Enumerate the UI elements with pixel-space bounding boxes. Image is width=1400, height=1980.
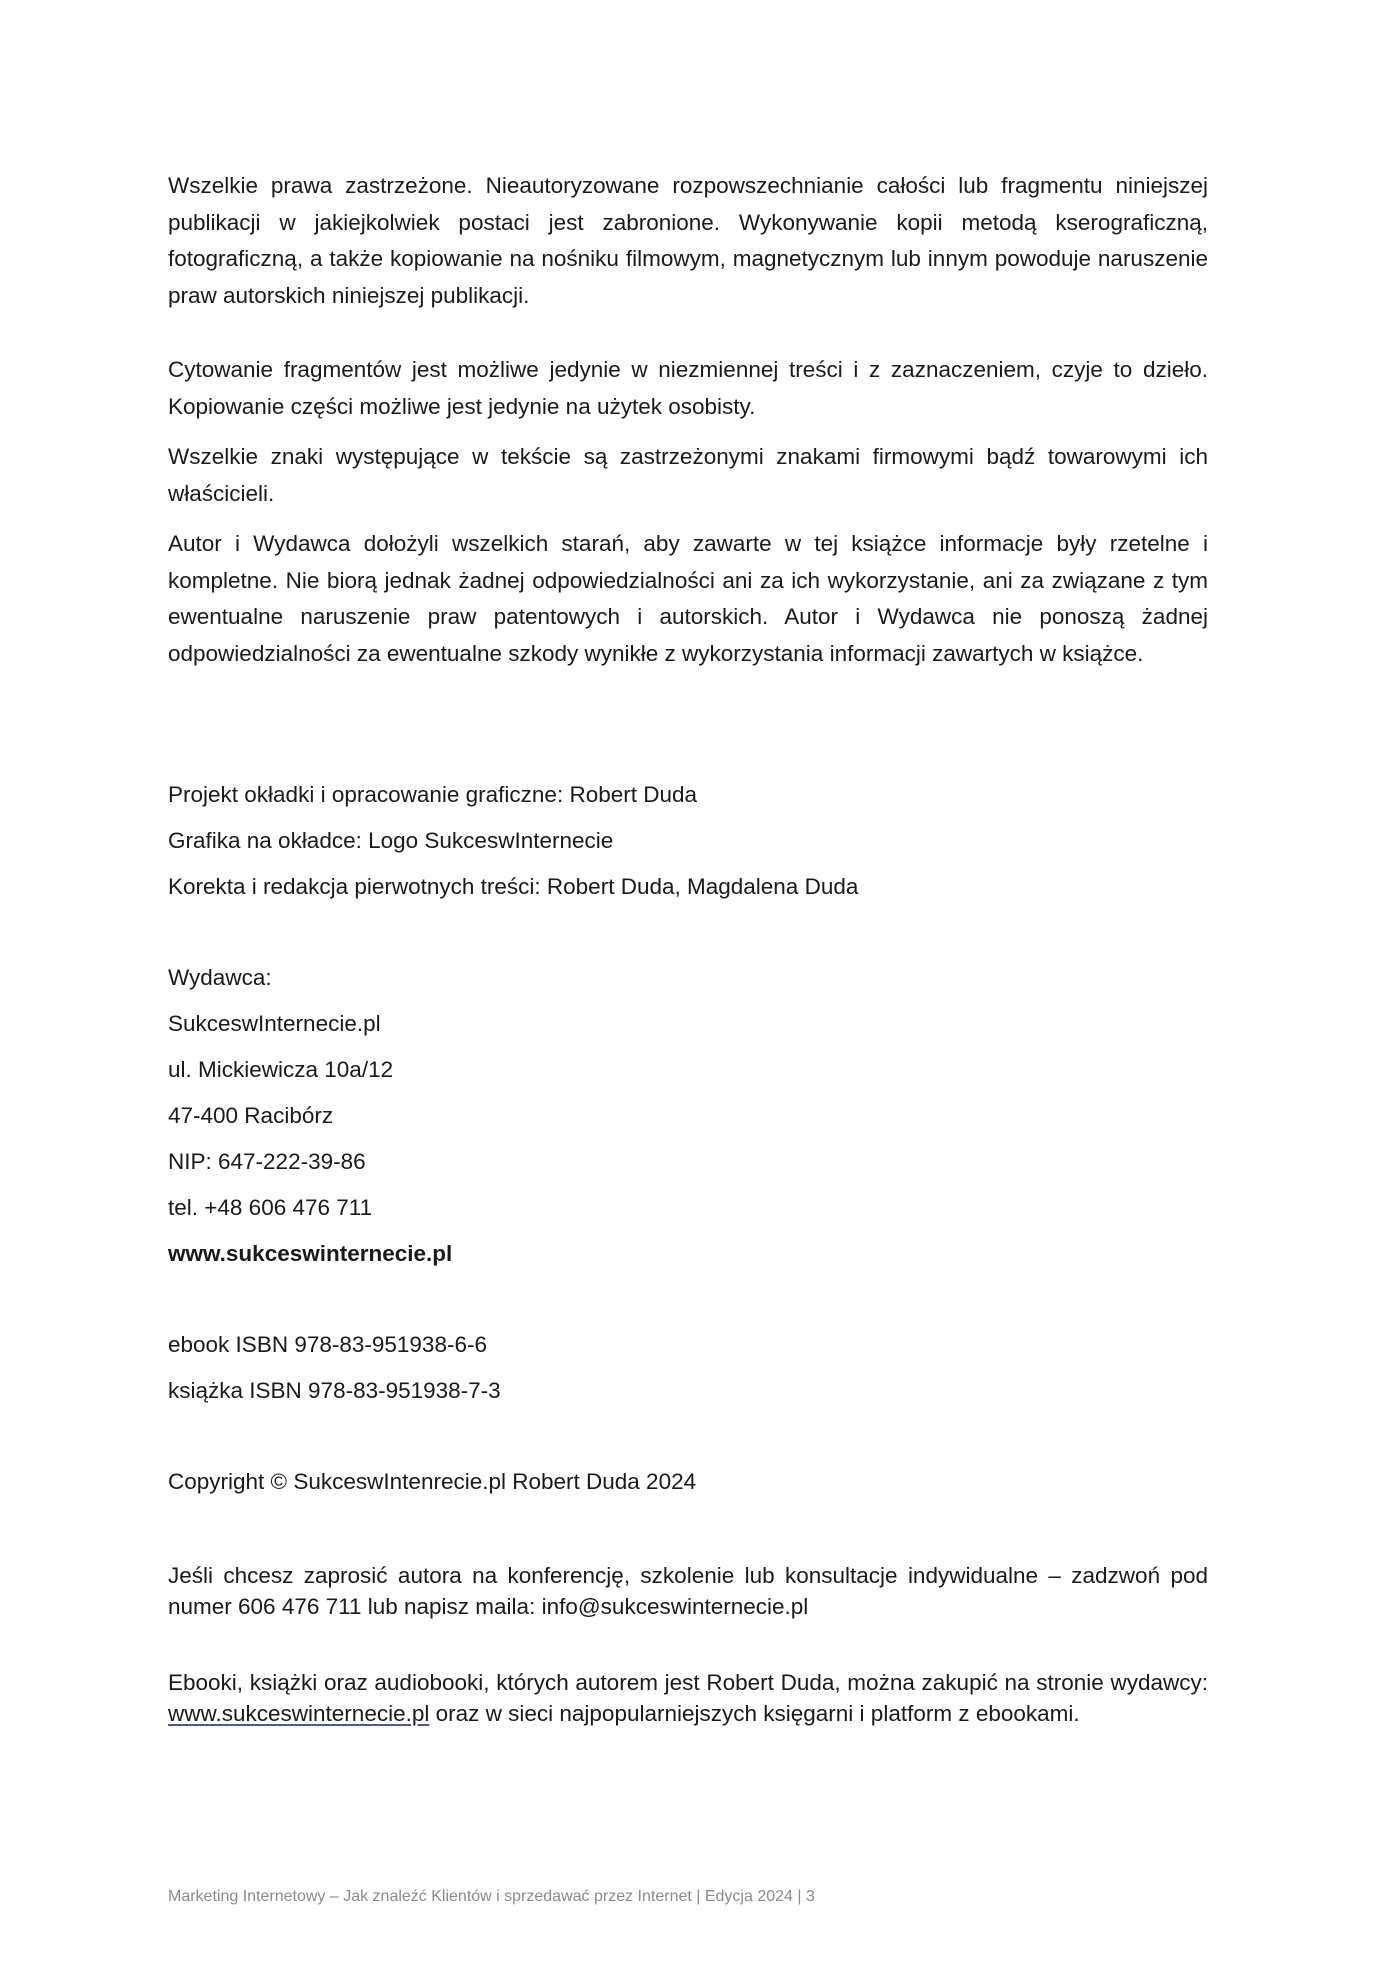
page-footer: Marketing Internetowy – Jak znaleźć Klientów i sprzedawać przez Internet | Edycja 2024 | 3 — [168, 1888, 815, 1905]
publisher-website-link[interactable]: www.sukceswinternecie.pl — [168, 1701, 430, 1726]
cover-graphic-credit: Grafika na okładce: Logo SukceswInternecie — [168, 828, 614, 853]
ebooks-text-after: oraz w sieci najpopularniejszych księgarni i platform z ebookami. — [429, 1701, 1080, 1726]
publisher-phone: tel. +48 606 476 711 — [168, 1195, 373, 1220]
ebooks-paragraph — [168, 1667, 1208, 1729]
ebooks-text-before: Ebooki, książki oraz audiobooki, których autorem jest Robert Duda, można zakupić na stronie wydawcy: — [168, 1670, 1208, 1695]
liability-paragraph: Autor i Wydawca dołożyli wszelkich starań, aby zawarte w tej książce informacje były rzetelne i kompletne. Nie biorą jednak żadnej odpowiedzialności ani za ich wykorzystanie, ani za związane z tym ewentualne naruszenie praw patentowych i autorskich. Autor i Wydawca nie ponoszą żadnej odpowiedzialności za ewentualne szkody wynikłe z wykorzystania informacji zawartych w książce. — [168, 531, 1208, 666]
citation-paragraph: Cytowanie fragmentów jest możliwe jedynie w niezmiennej treści i z zaznaczeniem, czyje to dzieło. Kopiowanie części możliwe jest jedynie na użytek osobisty. — [168, 357, 1208, 419]
publisher-street: ul. Mickiewicza 10a/12 — [168, 1057, 394, 1082]
contact-section — [168, 1560, 1208, 1622]
publisher-nip: NIP: 647-222-39-86 — [168, 1149, 366, 1174]
editing-credit: Korekta i redakcja pierwotnych treści: Robert Duda, Magdalena Duda — [168, 874, 859, 899]
publisher-label: Wydawca: — [168, 965, 272, 990]
ebook-isbn: ebook ISBN 978-83-951938-6-6 — [168, 1332, 487, 1357]
trademarks-paragraph: Wszelkie znaki występujące w tekście są zastrzeżonymi znakami firmowymi bądź towarowymi ich właścicieli. — [168, 444, 1208, 506]
publisher-name: SukceswInternecie.pl — [168, 1011, 381, 1036]
contact-paragraph: Jeśli chcesz zaprosić autora na konferencję, szkolenie lub konsultacje indywidualne – zadzwoń pod numer 606 476 711 lub napisz maila: info@sukceswinternecie.pl — [168, 1563, 1208, 1619]
copyright-line: Copyright © SukceswIntenrecie.pl Robert Duda 2024 — [168, 1469, 697, 1494]
legal-notice — [168, 168, 1208, 672]
rights-reserved-paragraph: Wszelkie prawa zastrzeżone. Nieautoryzowane rozpowszechnianie całości lub fragmentu niniejszej publikacji w jakiejkolwiek postaci jest zabronione. Wykonywanie kopii metodą kserograficzną, fotograficzną, a także kopiowanie na nośniku filmowym, magnetycznym lub innym powoduje naruszenie praw autorskich niniejszej publikacji. — [168, 173, 1208, 308]
credits-section — [168, 780, 1208, 1513]
book-isbn: książka ISBN 978-83-951938-7-3 — [168, 1378, 501, 1403]
cover-design-credit: Projekt okładki i opracowanie graficzne: Robert Duda — [168, 782, 698, 807]
ebooks-section — [168, 1667, 1208, 1729]
publisher-city: 47-400 Racibórz — [168, 1103, 334, 1128]
publisher-website: www.sukceswinternecie.pl — [168, 1241, 453, 1266]
